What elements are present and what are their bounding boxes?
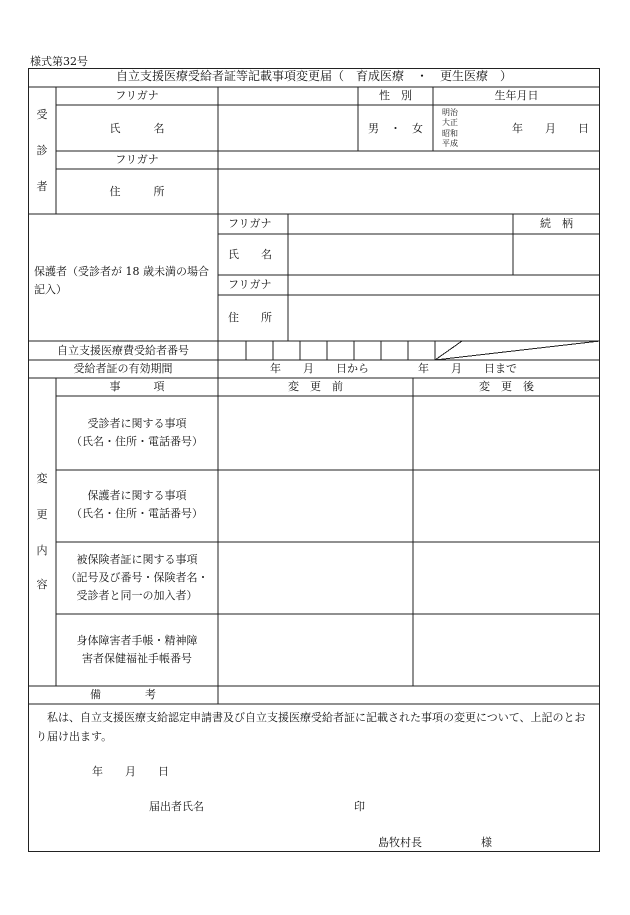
guardian-name-label: 氏 名 bbox=[228, 248, 272, 261]
item-handbook-line2: 害者保健福祉手帳番号 bbox=[82, 652, 192, 665]
seal-mark: 印 bbox=[354, 800, 365, 813]
guardian-name-field[interactable] bbox=[289, 235, 512, 274]
header-after: 変 更 後 bbox=[479, 380, 534, 393]
validity-to: 年 月 日まで bbox=[418, 362, 517, 375]
guardian-section-label: 保護者（受診者が 18 歳未満の場合記入） bbox=[34, 265, 209, 296]
patient-furigana-field[interactable] bbox=[219, 88, 357, 104]
guardian-address-field[interactable] bbox=[289, 296, 599, 340]
item-handbook-line1: 身体障害者手帳・精神障 bbox=[76, 634, 198, 647]
applicant-name-field[interactable] bbox=[218, 796, 348, 814]
applicant-name-label: 届出者氏名 bbox=[149, 800, 204, 813]
item-insurance-line2: （記号及び番号・保険者名・ bbox=[65, 571, 209, 584]
patient-section-label-1: 受 bbox=[36, 108, 48, 121]
item-insurance-line1: 被保険者証に関する事項 bbox=[76, 553, 198, 566]
change-section-label-3: 内 bbox=[36, 544, 48, 557]
era-heisei[interactable]: 平成 bbox=[442, 139, 458, 148]
insurance-before-field[interactable] bbox=[219, 543, 412, 613]
declaration-text: 私は、自立支援医療支給認定申請書及び自立支援医療受給者証に記載された事項の変更について、上記のとおり届け出ます。 bbox=[36, 711, 586, 743]
item-patient-line2: （氏名・住所・電話番号） bbox=[71, 435, 203, 448]
item-guardian-line1: 保護者に関する事項 bbox=[87, 489, 187, 502]
patient-section-label-2: 診 bbox=[36, 144, 48, 157]
validity-label: 受給者証の有効期間 bbox=[73, 362, 173, 375]
remarks-field[interactable] bbox=[219, 687, 599, 703]
patient-address-label: 住 所 bbox=[109, 185, 165, 198]
patient-name-label: 氏 名 bbox=[109, 122, 165, 135]
change-section-label-2: 更 bbox=[36, 508, 48, 521]
validity-from: 年 月 日から bbox=[270, 362, 369, 375]
recipient-number-label: 自立支援医療費受給者番号 bbox=[57, 344, 189, 357]
change-section-label-1: 変 bbox=[36, 472, 48, 485]
guardian-address-furigana-field[interactable] bbox=[289, 276, 599, 294]
item-guardian-line2: （氏名・住所・電話番号） bbox=[71, 507, 203, 520]
guardian-address-label: 住 所 bbox=[228, 311, 272, 324]
patient-address-furigana-field[interactable] bbox=[219, 152, 599, 168]
handbook-after-field[interactable] bbox=[414, 615, 599, 685]
era-meiji[interactable]: 明治 bbox=[442, 108, 458, 117]
era-taisho[interactable]: 大正 bbox=[442, 118, 458, 127]
form-title: 自立支援医療受給者証等記載事項変更届（ 育成医療 ・ 更生医療 ） bbox=[115, 69, 512, 83]
guardian-furigana-label: フリガナ bbox=[228, 217, 272, 230]
guardian-address-furigana-label: フリガナ bbox=[228, 278, 272, 291]
patient-after-field[interactable] bbox=[414, 397, 599, 469]
era-showa[interactable]: 昭和 bbox=[442, 129, 458, 138]
relationship-label: 続 柄 bbox=[540, 217, 573, 230]
birthdate-label: 生年月日 bbox=[494, 89, 539, 102]
patient-address-field[interactable] bbox=[219, 170, 599, 213]
guardian-furigana-field[interactable] bbox=[289, 215, 512, 233]
header-before: 変 更 前 bbox=[288, 380, 343, 393]
insurance-after-field[interactable] bbox=[414, 543, 599, 613]
patient-address-furigana-label: フリガナ bbox=[115, 153, 159, 166]
declaration-date: 年 月 日 bbox=[92, 765, 169, 778]
item-insurance-line3: 受診者と同一の加入者） bbox=[76, 589, 198, 602]
honorific: 様 bbox=[481, 836, 492, 849]
remarks-label: 備 考 bbox=[90, 688, 156, 701]
handbook-before-field[interactable] bbox=[219, 615, 412, 685]
recipient-number-field[interactable] bbox=[219, 342, 434, 359]
patient-section-label-3: 者 bbox=[36, 180, 48, 193]
change-section-label-4: 容 bbox=[36, 578, 48, 591]
gender-label: 性 別 bbox=[379, 89, 412, 102]
gender-options[interactable]: 男 ・ 女 bbox=[368, 122, 423, 135]
header-item: 事 項 bbox=[109, 380, 165, 393]
item-patient-line1: 受診者に関する事項 bbox=[87, 417, 187, 430]
patient-name-field[interactable] bbox=[219, 106, 357, 150]
guardian-before-field[interactable] bbox=[219, 471, 412, 541]
form-number: 様式第32号 bbox=[30, 55, 88, 68]
patient-furigana-label: フリガナ bbox=[115, 89, 159, 102]
change-notification-form bbox=[28, 68, 600, 852]
guardian-after-field[interactable] bbox=[414, 471, 599, 541]
patient-before-field[interactable] bbox=[219, 397, 412, 469]
birthdate-units: 年 月 日 bbox=[512, 122, 589, 135]
relationship-field[interactable] bbox=[514, 235, 599, 274]
addressee: 島牧村長 bbox=[378, 836, 422, 849]
